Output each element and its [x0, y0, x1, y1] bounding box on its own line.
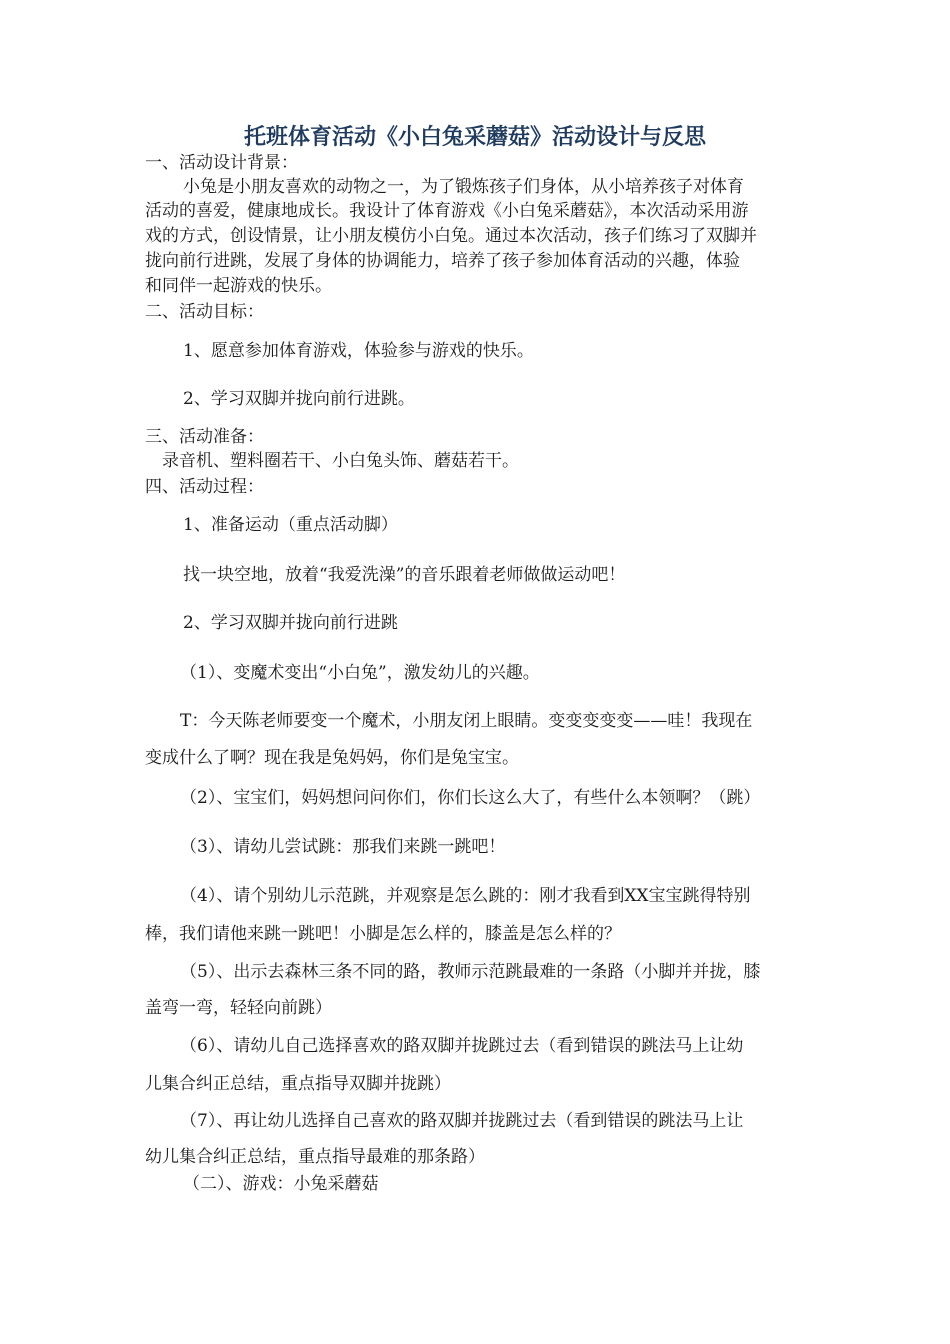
dialogue-line: T：今天陈老师要变一个魔术，小朋友闭上眼睛。变变变变变——哇！我现在: [180, 711, 753, 731]
process-substep: （4）、请个别幼儿示范跳，并观察是怎么跳的：刚才我看到XX宝宝跳得特别: [180, 886, 751, 906]
section-heading-process: 四、活动过程：: [145, 477, 264, 497]
paragraph-line: 活动的喜爱，健康地成长。我设计了体育游戏《小白兔采蘑菇》，本次活动采用游: [145, 201, 749, 221]
goal-item: 1、愿意参加体育游戏，体验参与游戏的快乐。: [183, 341, 534, 361]
preparation-text: 录音机、塑料圈若干、小白兔头饰、蘑菇若干。: [162, 451, 519, 471]
paragraph-line: 戏的方式，创设情景，让小朋友模仿小白兔。通过本次活动，孩子们练习了双脚并: [145, 226, 757, 246]
section-heading-background: 一、活动设计背景：: [145, 153, 298, 173]
dialogue-line: 变成什么了啊？现在我是兔妈妈，你们是兔宝宝。: [145, 748, 519, 768]
section-heading-preparation: 三、活动准备：: [145, 427, 264, 447]
process-substep: （2）、宝宝们，妈妈想问问你们，你们长这么大了，有些什么本领啊？（跳）: [180, 788, 761, 808]
paragraph-line: 小兔是小朋友喜欢的动物之一，为了锻炼孩子们身体，从小培养孩子对体育: [183, 177, 744, 197]
process-substep: （7）、再让幼儿选择自己喜欢的路双脚并拢跳过去（看到错误的跳法马上让: [180, 1111, 744, 1131]
process-substep: （3）、请幼儿尝试跳：那我们来跳一跳吧！: [180, 837, 506, 857]
process-game-heading: （二）、游戏：小兔采蘑菇: [183, 1174, 379, 1194]
process-text: 找一块空地，放着“我爱洗澡”的音乐跟着老师做做运动吧！: [183, 565, 626, 585]
process-substep: （1）、变魔术变出“小白兔”，激发幼儿的兴趣。: [180, 663, 540, 683]
process-step: 2、学习双脚并拢向前行进跳: [183, 613, 398, 633]
document-title: 托班体育活动《小白兔采蘑菇》活动设计与反思: [243, 124, 706, 150]
goal-item: 2、学习双脚并拢向前行进跳。: [183, 389, 415, 409]
process-substep: 幼儿集合纠正总结，重点指导最难的那条路）: [145, 1147, 485, 1167]
process-substep: （5）、出示去森林三条不同的路，教师示范跳最难的一条路（小脚并并拢，膝: [180, 962, 761, 982]
process-step: 1、准备运动（重点活动脚）: [183, 515, 398, 535]
section-heading-goals: 二、活动目标：: [145, 302, 264, 322]
paragraph-line: 拢向前行进跳，发展了身体的协调能力，培养了孩子参加体育活动的兴趣，体验: [145, 251, 740, 271]
process-substep: （6）、请幼儿自己选择喜欢的路双脚并拢跳过去（看到错误的跳法马上让幼: [180, 1036, 744, 1056]
paragraph-line: 和同伴一起游戏的快乐。: [145, 276, 332, 296]
process-substep: 盖弯一弯，轻轻向前跳）: [145, 998, 332, 1018]
process-substep: 儿集合纠正总结，重点指导双脚并拢跳）: [145, 1074, 451, 1094]
process-substep: 棒，我们请他来跳一跳吧！小脚是怎么样的，膝盖是怎么样的？: [145, 924, 621, 944]
